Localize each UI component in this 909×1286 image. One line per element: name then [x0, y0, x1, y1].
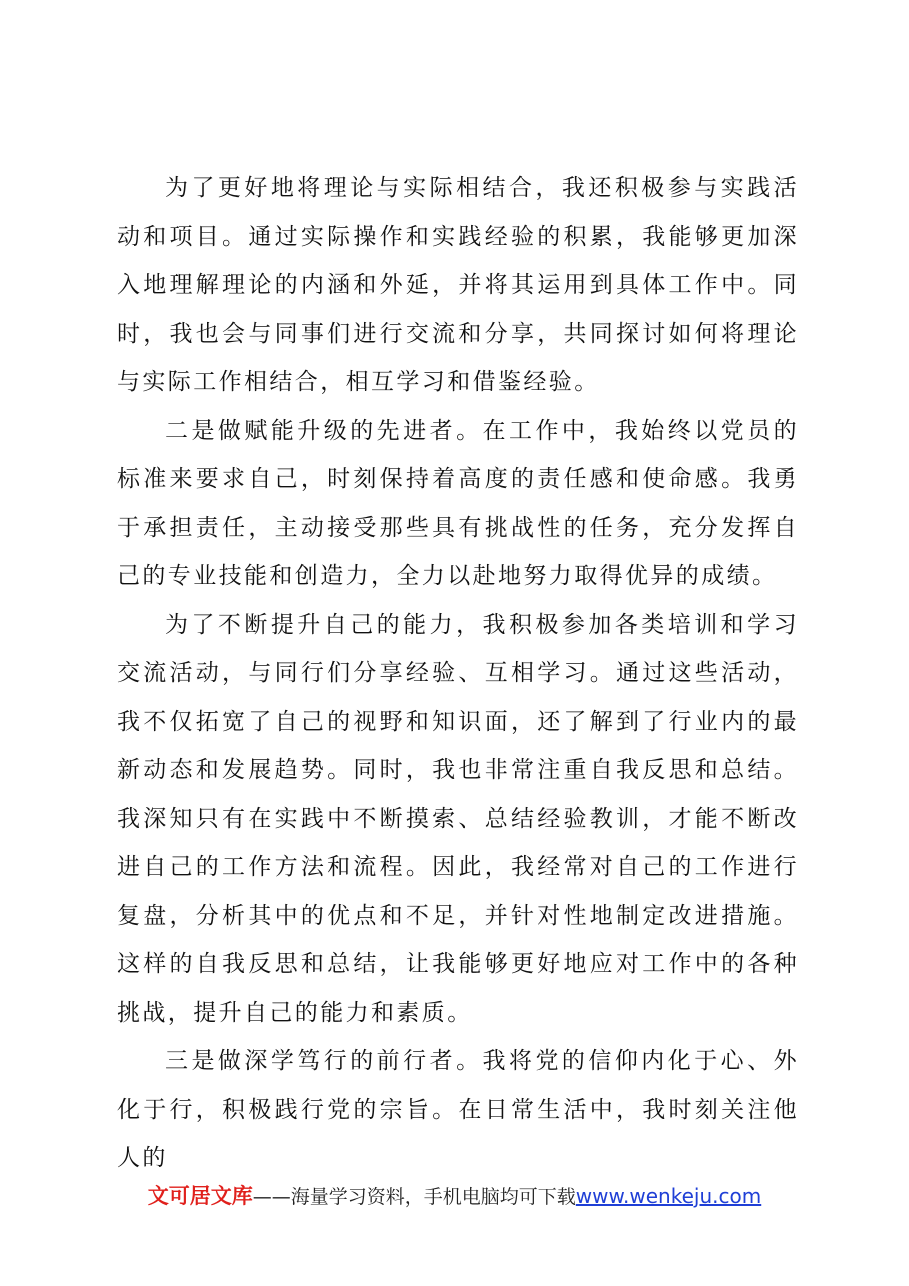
- footer-slogan: ——海量学习资料，手机电脑均可下载: [252, 1186, 576, 1208]
- paragraph: 二是做赋能升级的先进者。在工作中，我始终以党员的标准来要求自己，时刻保持着高度的责任感和使命感。我勇于承担责任，主动接受那些具有挑战性的任务，充分发挥自己的专业技能和创造力，全力以赴地努力取得优异的成绩。: [117, 417, 799, 589]
- document-body: [117, 164, 799, 1183]
- footer-site-link[interactable]: www.wenkeju.com: [575, 1184, 762, 1208]
- paragraph: 为了更好地将理论与实际相结合，我还积极参与实践活动和项目。通过实际操作和实践经验的积累，我能够更加深入地理解理论的内涵和外延，并将其运用到具体工作中。同时，我也会与同事们进行交流和分享，共同探讨如何将理论与实际工作相结合，相互学习和借鉴经验。: [117, 175, 799, 395]
- paragraph: 为了不断提升自己的能力，我积极参加各类培训和学习交流活动，与同行们分享经验、互相学习。通过这些活动，我不仅拓宽了自己的视野和知识面，还了解到了行业内的最新动态和发展趋势。同时，我也非常注重自我反思和总结。我深知只有在实践中不断摸索、总结经验教训，才能不断改进自己的工作方法和流程。因此，我经常对自己的工作进行复盘，分析其中的优点和不足，并针对性地制定改进措施。这样的自我反思和总结，让我能够更好地应对工作中的各种挑战，提升自己的能力和素质。: [117, 611, 799, 1026]
- page-footer: [0, 1181, 909, 1212]
- paragraph: 三是做深学笃行的前行者。我将党的信仰内化于心、外化于行，积极践行党的宗旨。在日常生活中，我时刻关注他人的: [117, 1048, 799, 1171]
- footer-brand: 文可居文库: [147, 1184, 253, 1208]
